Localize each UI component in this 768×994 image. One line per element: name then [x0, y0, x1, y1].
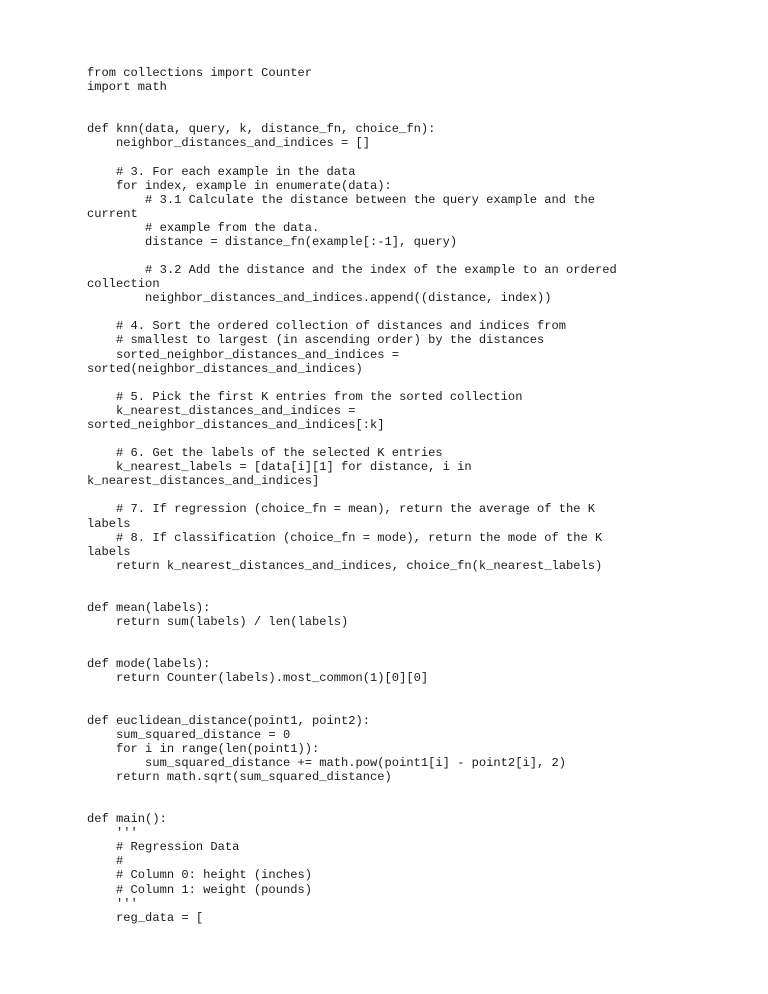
code-line: collection [87, 277, 160, 292]
code-line: k_nearest_labels = [data[i][1] for distance, i in [87, 460, 472, 475]
code-line: neighbor_distances_and_indices = [] [87, 136, 371, 151]
code-line: def knn(data, query, k, distance_fn, choice_fn): [87, 122, 436, 137]
code-line: sorted_neighbor_distances_and_indices = [87, 347, 400, 362]
code-line: # [87, 854, 124, 869]
code-line: from collections import Counter [87, 66, 312, 80]
code-line: for i in range(len(point1)): [87, 741, 320, 756]
code-line: ''' [87, 896, 138, 911]
code-line: labels [87, 544, 131, 559]
code-line: k_nearest_distances_and_indices = [87, 403, 356, 418]
code-line: # 3.1 Calculate the distance between the query example and the [87, 192, 596, 207]
code-line: # 7. If regression (choice_fn = mean), return the average of the K [87, 502, 596, 517]
code-line [87, 685, 747, 699]
code-line: ''' [87, 826, 138, 841]
code-line: import math [87, 80, 167, 95]
code-line: k_nearest_distances_and_indices] [87, 474, 320, 489]
code-line: return Counter(labels).most_common(1)[0][0] [87, 671, 429, 686]
code-line [87, 376, 747, 390]
code-line [87, 249, 747, 263]
code-line: current [87, 206, 138, 221]
code-line: labels [87, 516, 131, 531]
code-line [87, 784, 747, 798]
code-line [87, 629, 747, 643]
code-line: # 8. If classification (choice_fn = mode), return the mode of the K [87, 530, 603, 545]
code-line [87, 700, 747, 714]
code-line: # 5. Pick the first K entries from the sorted collection [87, 389, 523, 404]
code-line: # Column 0: height (inches) [87, 868, 312, 883]
code-line: neighbor_distances_and_indices.append((distance, index)) [87, 291, 552, 306]
code-line: # 6. Get the labels of the selected K entries [87, 446, 443, 461]
code-line [87, 587, 747, 601]
code-line: # Regression Data [87, 840, 240, 855]
code-line: reg_data = [ [87, 910, 204, 925]
code-line: def mean(labels): [87, 600, 211, 615]
code-line [87, 94, 747, 108]
code-line: sorted_neighbor_distances_and_indices[:k] [87, 417, 385, 432]
code-line: def mode(labels): [87, 657, 211, 672]
code-line: # 3.2 Add the distance and the index of the example to an ordered [87, 263, 617, 278]
code-line: def euclidean_distance(point1, point2): [87, 713, 371, 728]
code-line: # 3. For each example in the data [87, 164, 356, 179]
code-line: return sum(labels) / len(labels) [87, 615, 349, 630]
code-line: def main(): [87, 812, 167, 827]
code-line [87, 305, 747, 319]
code-line: # example from the data. [87, 220, 320, 235]
code-line [87, 488, 747, 502]
code-line: return k_nearest_distances_and_indices, choice_fn(k_nearest_labels) [87, 558, 603, 573]
code-line: for index, example in enumerate(data): [87, 178, 392, 193]
code-line [87, 798, 747, 812]
code-line: sorted(neighbor_distances_and_indices) [87, 361, 363, 376]
code-line: return math.sqrt(sum_squared_distance) [87, 769, 392, 784]
code-line [87, 108, 747, 122]
code-line: distance = distance_fn(example[:-1], query) [87, 234, 458, 249]
code-line: # smallest to largest (in ascending order) by the distances [87, 333, 545, 348]
code-line: # Column 1: weight (pounds) [87, 882, 312, 897]
code-line: # 4. Sort the ordered collection of distances and indices from [87, 319, 566, 334]
code-line [87, 573, 747, 587]
code-line: sum_squared_distance = 0 [87, 727, 291, 742]
code-line [87, 150, 747, 164]
code-line: sum_squared_distance += math.pow(point1[i] - point2[i], 2) [87, 755, 566, 770]
code-line [87, 432, 747, 446]
code-listing [87, 66, 747, 925]
code-line [87, 643, 747, 657]
